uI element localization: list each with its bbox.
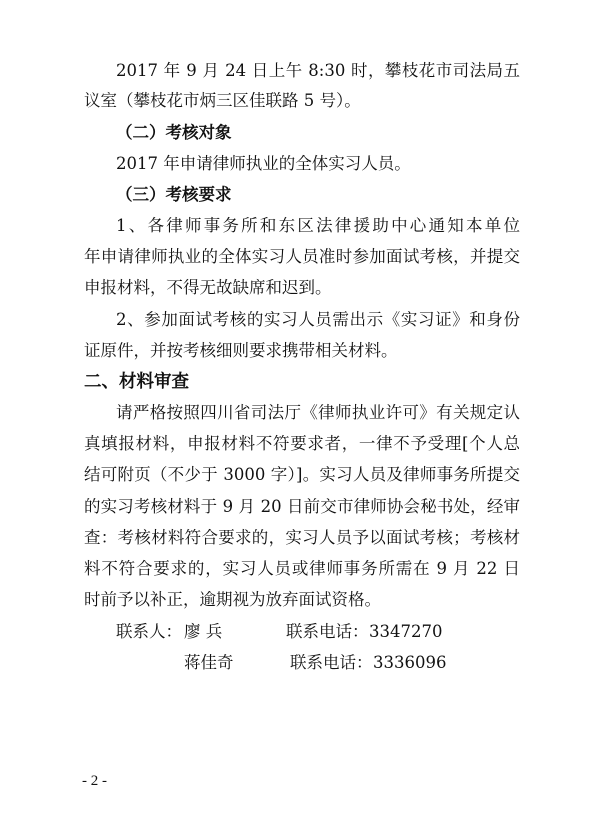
section-heading-material-review: 二、材料审查 [84,372,189,392]
paragraph-line: 真填报材料，申报材料不符要求者，一律不予受理[个人总 [84,434,520,453]
contact-name: 蒋佳奇 [184,653,234,672]
paragraph-line: 2、参加面试考核的实习人员需出示《实习证》和身份 [116,310,520,329]
contact-name: 廖 兵 [184,622,223,641]
subheading-assessment-object: （二）考核对象 [116,123,232,142]
page-number: - 2 - [82,773,107,789]
contact-phone: 3336096 [373,653,447,672]
contact-label: 联系人： [116,622,182,641]
contact-phone-label: 联系电话： [286,622,369,641]
paragraph-line: 申报材料，不得无故缺席和迟到。 [84,278,332,297]
paragraph-line: 查：考核材料符合要求的，实习人员予以面试考核；考核材 [84,528,520,547]
paragraph-line: 请严格按照四川省司法厅《律师执业许可》有关规定认 [116,403,520,422]
paragraph-line: 时前予以补正，逾期视为放弃面试资格。 [84,590,381,609]
subheading-assessment-requirements: （三）考核要求 [116,185,232,204]
contact-phone: 3347270 [369,622,443,641]
paragraph-line: 1、各律师事务所和东区法律援助中心通知本单位 [116,216,520,235]
paragraph-line: 2017 年申请律师执业的全体实习人员。 [116,154,411,173]
paragraph-line: 的实习考核材料于 9 月 20 日前交市律师协会秘书处，经审 [84,497,520,516]
contact-phone-label: 联系电话： [290,653,373,672]
paragraph-line: 议室（攀枝花市炳三区佳联路 5 号）。 [84,91,361,110]
paragraph-line: 结可附页（不少于 3000 字）]。实习人员及律师事务所提交 [84,465,520,484]
paragraph-line: 料不符合要求的，实习人员或律师事务所需在 9 月 22 日 [84,559,520,578]
paragraph-line: 2017 年 9 月 24 日上午 8:30 时，攀枝花市司法局五 [116,61,520,80]
paragraph-line: 证原件，并按考核细则要求携带相关材料。 [84,341,398,360]
paragraph-line: 年申请律师执业的全体实习人员准时参加面试考核，并提交 [84,247,520,266]
